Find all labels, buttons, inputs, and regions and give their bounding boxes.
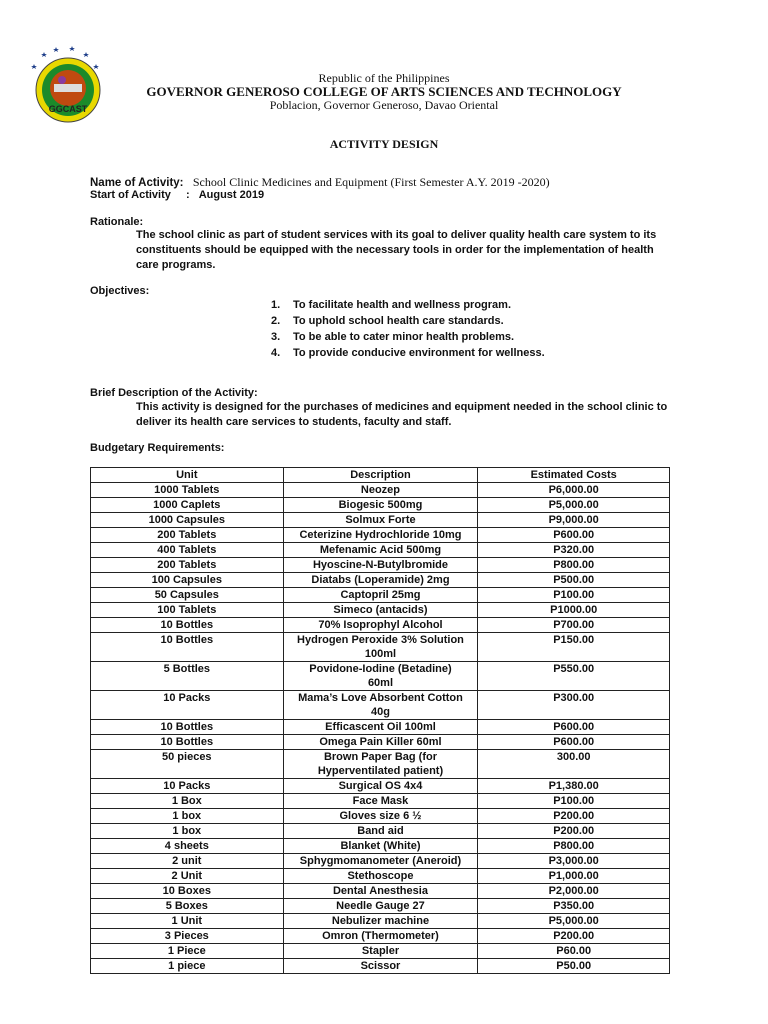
unit-cell: 2 unit <box>91 854 284 869</box>
table-row <box>91 588 670 603</box>
description-cell: Biogesic 500mg <box>283 498 478 513</box>
table-row <box>91 750 670 779</box>
description-cell: Scissor <box>283 959 478 974</box>
description-cell: Sphygmomanometer (Aneroid) <box>283 854 478 869</box>
description-cell: Stethoscope <box>283 869 478 884</box>
table-row <box>91 839 670 854</box>
start-activity-label: Start of Activity <box>90 189 171 201</box>
table-row <box>91 528 670 543</box>
description-cell: Brown Paper Bag (for Hyperventilated patient) <box>283 750 478 779</box>
table-row <box>91 884 670 899</box>
cost-cell: P3,000.00 <box>478 854 670 869</box>
objective-text: To uphold school health care standards. <box>293 315 504 327</box>
cost-cell: P50.00 <box>478 959 670 974</box>
cost-cell: P60.00 <box>478 944 670 959</box>
cost-cell: P200.00 <box>478 824 670 839</box>
description-cell: 70% Isoprophyl Alcohol <box>283 618 478 633</box>
table-row <box>91 633 670 662</box>
unit-cell: 4 sheets <box>91 839 284 854</box>
cost-cell: P600.00 <box>478 528 670 543</box>
objective-text: To facilitate health and wellness program. <box>293 299 512 311</box>
description-cell: Hydrogen Peroxide 3% Solution 100ml <box>283 633 478 662</box>
svg-text:GGCAST: GGCAST <box>48 104 88 114</box>
unit-cell: 10 Bottles <box>91 720 284 735</box>
cost-cell: P2,000.00 <box>478 884 670 899</box>
unit-cell: 10 Boxes <box>91 884 284 899</box>
description-cell: Povidone-Iodine (Betadine) 60ml <box>283 662 478 691</box>
cost-cell: P600.00 <box>478 720 670 735</box>
unit-cell: 400 Tablets <box>91 543 284 558</box>
unit-cell: 1000 Capsules <box>91 513 284 528</box>
cost-cell: 300.00 <box>478 750 670 779</box>
cost-cell: P550.00 <box>478 662 670 691</box>
start-activity-value: August 2019 <box>198 189 265 201</box>
unit-cell: 200 Tablets <box>91 558 284 573</box>
table-row <box>91 558 670 573</box>
description-cell: Diatabs (Loperamide) 2mg <box>283 573 478 588</box>
table-row <box>91 735 670 750</box>
unit-cell: 5 Boxes <box>91 899 284 914</box>
table-row <box>91 543 670 558</box>
budget-label: Budgetary Requirements: <box>90 442 225 454</box>
unit-cell: 1 Unit <box>91 914 284 929</box>
description-cell: Efficascent Oil 100ml <box>283 720 478 735</box>
cost-cell: P1000.00 <box>478 603 670 618</box>
document-title: ACTIVITY DESIGN <box>329 137 439 151</box>
brief-description-label: Brief Description of the Activity: <box>90 387 258 399</box>
objectives-list <box>271 297 545 361</box>
table-row <box>91 854 670 869</box>
column-header-cost: Estimated Costs <box>478 468 670 483</box>
cost-cell: P5,000.00 <box>478 498 670 513</box>
table-row <box>91 720 670 735</box>
unit-cell: 3 Pieces <box>91 929 284 944</box>
cost-cell: P6,000.00 <box>478 483 670 498</box>
table-row <box>91 498 670 513</box>
cost-cell: P600.00 <box>478 735 670 750</box>
republic-line: Republic of the Philippines <box>318 71 450 85</box>
cost-cell: P100.00 <box>478 588 670 603</box>
unit-cell: 100 Capsules <box>91 573 284 588</box>
budget-table <box>90 467 670 974</box>
column-header-description: Description <box>283 468 478 483</box>
cost-cell: P200.00 <box>478 809 670 824</box>
brief-description-text: This activity is designed for the purchases of medicines and equipment needed in the school clinic to deliver its health care services to students, faculty and staff. <box>136 401 668 428</box>
table-row <box>91 483 670 498</box>
description-cell: Gloves size 6 ½ <box>283 809 478 824</box>
cost-cell: P350.00 <box>478 899 670 914</box>
cost-cell: P150.00 <box>478 633 670 662</box>
objective-text: To be able to cater minor health problems. <box>293 331 515 343</box>
unit-cell: 1 Box <box>91 794 284 809</box>
unit-cell: 1 Piece <box>91 944 284 959</box>
description-cell: Face Mask <box>283 794 478 809</box>
unit-cell: 10 Bottles <box>91 735 284 750</box>
objectives-label: Objectives: <box>90 285 150 297</box>
unit-cell: 1 box <box>91 824 284 839</box>
start-activity-line <box>90 189 264 201</box>
table-row <box>91 603 670 618</box>
activity-name-line <box>90 175 550 190</box>
description-cell: Simeco (antacids) <box>283 603 478 618</box>
table-row <box>91 573 670 588</box>
table-row <box>91 824 670 839</box>
rationale-label: Rationale: <box>90 216 144 228</box>
table-row <box>91 944 670 959</box>
cost-cell: P9,000.00 <box>478 513 670 528</box>
table-row <box>91 899 670 914</box>
table-row <box>91 869 670 884</box>
unit-cell: 50 Capsules <box>91 588 284 603</box>
description-cell: Hyoscine-N-Butylbromide <box>283 558 478 573</box>
description-cell: Blanket (White) <box>283 839 478 854</box>
activity-name-value: School Clinic Medicines and Equipment (First Semester A.Y. 2019 -2020) <box>192 175 550 189</box>
description-cell: Omega Pain Killer 60ml <box>283 735 478 750</box>
college-name: GOVERNOR GENEROSO COLLEGE OF ARTS SCIENCES AND TECHNOLOGY <box>146 84 622 99</box>
unit-cell: 1 piece <box>91 959 284 974</box>
description-cell: Nebulizer machine <box>283 914 478 929</box>
table-row <box>91 809 670 824</box>
objective-item: 1. To facilitate health and wellness program. <box>271 299 512 311</box>
college-address: Poblacion, Governor Generoso, Davao Oriental <box>269 98 499 112</box>
activity-name-label: Name of Activity: <box>90 177 184 189</box>
unit-cell: 10 Bottles <box>91 618 284 633</box>
description-cell: Captopril 25mg <box>283 588 478 603</box>
table-row <box>91 618 670 633</box>
description-cell: Solmux Forte <box>283 513 478 528</box>
description-cell: Omron (Thermometer) <box>283 929 478 944</box>
cost-cell: P800.00 <box>478 839 670 854</box>
table-header-row <box>91 468 670 483</box>
table-row <box>91 779 670 794</box>
start-activity-separator: : <box>185 189 190 201</box>
table-row <box>91 929 670 944</box>
cost-cell: P800.00 <box>478 558 670 573</box>
unit-cell: 1000 Tablets <box>91 483 284 498</box>
description-cell: Ceterizine Hydrochloride 10mg <box>283 528 478 543</box>
table-row <box>91 691 670 720</box>
cost-cell: P1,380.00 <box>478 779 670 794</box>
rationale-text: The school clinic as part of student services with its goal to deliver quality health care system to its constituents should be equipped with the necessary tools in order for the implementation of health care programs. <box>136 229 657 271</box>
unit-cell: 200 Tablets <box>91 528 284 543</box>
unit-cell: 1 box <box>91 809 284 824</box>
table-row <box>91 914 670 929</box>
description-cell: Dental Anesthesia <box>283 884 478 899</box>
description-cell: Neozep <box>283 483 478 498</box>
description-cell: Needle Gauge 27 <box>283 899 478 914</box>
unit-cell: 5 Bottles <box>91 662 284 691</box>
description-cell: Mefenamic Acid 500mg <box>283 543 478 558</box>
description-cell: Surgical OS 4x4 <box>283 779 478 794</box>
cost-cell: P500.00 <box>478 573 670 588</box>
table-row <box>91 959 670 974</box>
table-row <box>91 794 670 809</box>
unit-cell: 50 pieces <box>91 750 284 779</box>
description-cell: Mama’s Love Absorbent Cotton 40g <box>283 691 478 720</box>
cost-cell: P700.00 <box>478 618 670 633</box>
cost-cell: P100.00 <box>478 794 670 809</box>
description-cell: Stapler <box>283 944 478 959</box>
unit-cell: 100 Tablets <box>91 603 284 618</box>
objective-text: To provide conducive environment for wellness. <box>293 347 545 359</box>
cost-cell: P5,000.00 <box>478 914 670 929</box>
table-row <box>91 513 670 528</box>
objective-item: 4. To provide conducive environment for wellness. <box>271 347 545 359</box>
table-row <box>91 662 670 691</box>
cost-cell: P200.00 <box>478 929 670 944</box>
unit-cell: 10 Packs <box>91 779 284 794</box>
cost-cell: P1,000.00 <box>478 869 670 884</box>
objective-item: 3. To be able to cater minor health problems. <box>271 331 515 343</box>
cost-cell: P300.00 <box>478 691 670 720</box>
column-header-unit: Unit <box>91 468 284 483</box>
unit-cell: 10 Bottles <box>91 633 284 662</box>
description-cell: Band aid <box>283 824 478 839</box>
cost-cell: P320.00 <box>478 543 670 558</box>
objective-item: 2. To uphold school health care standards. <box>271 315 504 327</box>
unit-cell: 10 Packs <box>91 691 284 720</box>
unit-cell: 2 Unit <box>91 869 284 884</box>
unit-cell: 1000 Caplets <box>91 498 284 513</box>
